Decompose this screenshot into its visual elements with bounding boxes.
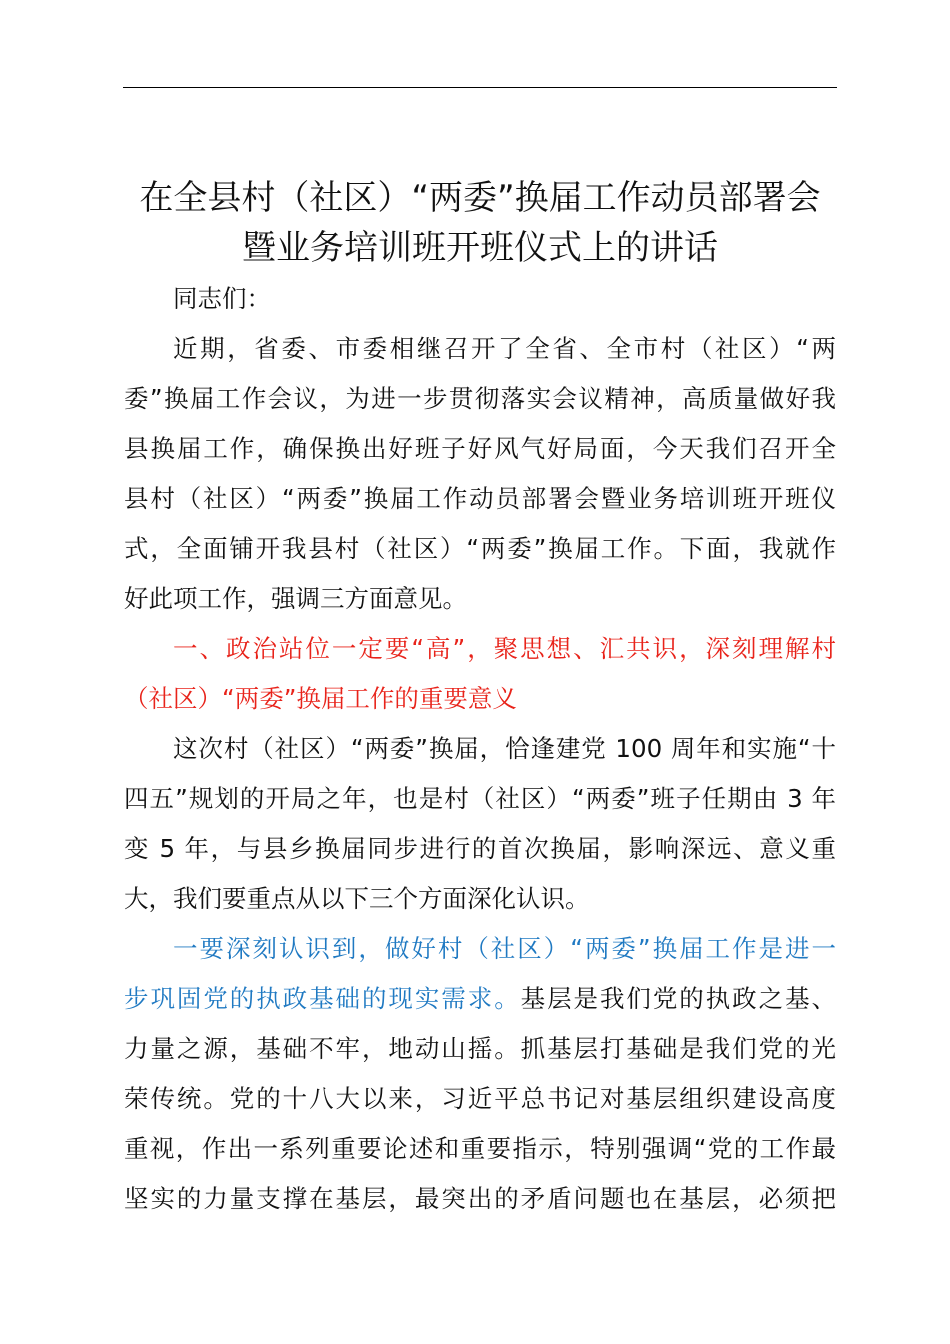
title-line-1: 在全县村（社区）“两委”换届工作动员部署会 xyxy=(139,177,821,218)
paragraph-line: 县村（社区）“两委”换届工作动员部署会暨业务培训班开班仪 xyxy=(124,484,836,513)
paragraph-line: 四五”规划的开局之年，也是村（社区）“两委”班子任期由 3 年 xyxy=(124,784,836,813)
paragraph-2 xyxy=(124,724,836,924)
subheading-line: 一要深刻认识到，做好村（社区）“两委”换届工作是进一 xyxy=(173,934,836,963)
section-heading-1 xyxy=(124,624,836,724)
heading-line: （社区）“两委”换届工作的重要意义 xyxy=(124,684,517,713)
paragraph-line: 近期，省委、市委相继召开了全省、全市村（社区）“两 xyxy=(173,334,836,363)
paragraph-3 xyxy=(124,924,836,1224)
paragraph-line: 力量之源，基础不牢，地动山摇。抓基层打基础是我们党的光 xyxy=(124,1034,836,1063)
paragraph-line: 大，我们要重点从以下三个方面深化认识。 xyxy=(124,884,590,913)
paragraph-line: 式，全面铺开我县村（社区）“两委”换届工作。下面，我就作 xyxy=(124,534,836,563)
page-title xyxy=(110,173,850,273)
document-body xyxy=(124,274,836,1224)
paragraph-line: 委”换届工作会议，为进一步贯彻落实会议精神，高质量做好我 xyxy=(124,384,836,413)
paragraph-line: 重视，作出一系列重要论述和重要指示，特别强调“党的工作最 xyxy=(124,1134,836,1163)
paragraph-1 xyxy=(124,324,836,624)
subheading-line: 步巩固党的执政基础的现实需求。 xyxy=(124,984,521,1013)
paragraph-line: 这次村（社区）“两委”换届，恰逢建党 100 周年和实施“十 xyxy=(173,734,836,763)
header-rule xyxy=(123,87,837,88)
paragraph-line: 荣传统。党的十八大以来，习近平总书记对基层组织建设高度 xyxy=(124,1084,836,1113)
paragraph-line: 变 5 年，与县乡换届同步进行的首次换届，影响深远、意义重 xyxy=(124,834,836,863)
title-line-2: 暨业务培训班开班仪式上的讲话 xyxy=(242,227,718,268)
paragraph-line: 好此项工作，强调三方面意见。 xyxy=(124,584,467,613)
heading-line: 一、政治站位一定要“高”，聚思想、汇共识，深刻理解村 xyxy=(173,634,836,663)
salutation: 同志们： xyxy=(173,284,271,313)
mixed-line xyxy=(124,974,836,1024)
paragraph-line: 县换届工作，确保换出好班子好风气好局面，今天我们召开全 xyxy=(124,434,836,463)
paragraph-line-tail: 基层是我们党的执政之基、 xyxy=(520,984,837,1013)
paragraph-line: 坚实的力量支撑在基层，最突出的矛盾问题也在基层，必须把 xyxy=(124,1184,836,1213)
